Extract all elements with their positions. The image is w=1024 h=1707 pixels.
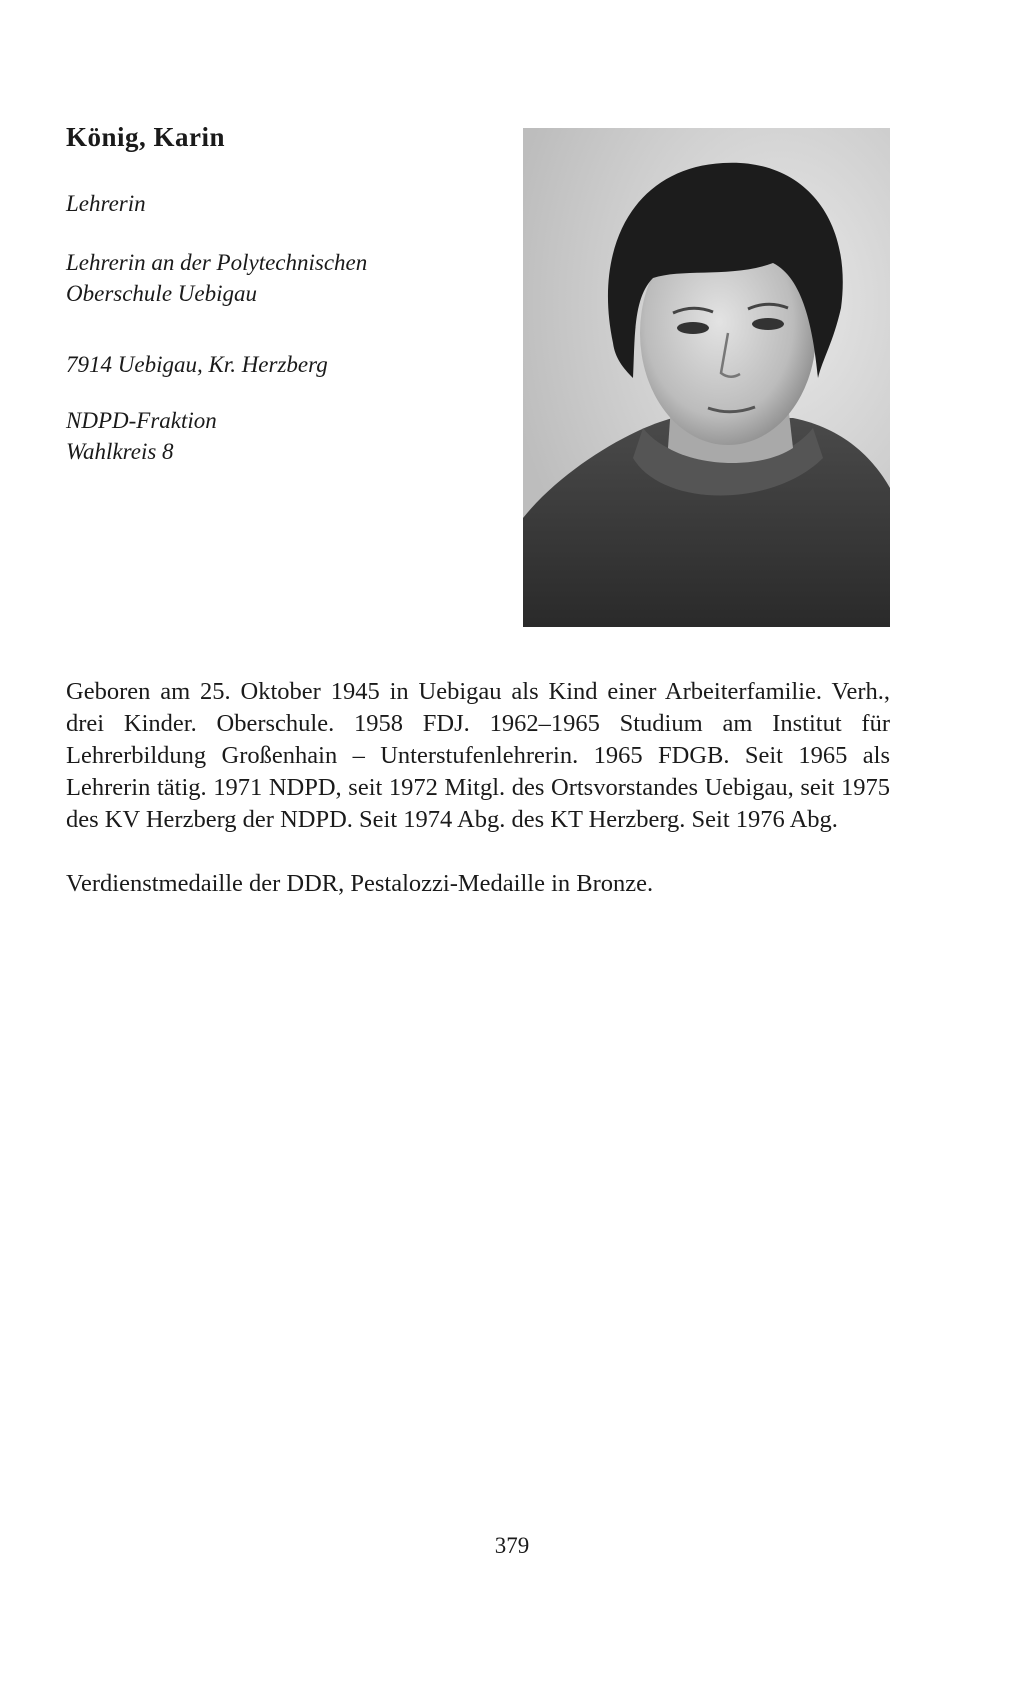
faction-block — [66, 405, 217, 467]
profession: Lehrerin — [66, 191, 146, 216]
workplace-line: Oberschule Uebigau — [66, 281, 257, 306]
awards: Verdienstmedaille der DDR, Pestalozzi-Medaille in Bronze. — [66, 870, 654, 897]
portrait-photo — [523, 128, 890, 627]
constituency: Wahlkreis 8 — [66, 439, 174, 464]
person-name: König, Karin — [66, 122, 226, 152]
right-eye — [752, 318, 784, 330]
left-eye — [677, 322, 709, 334]
biography: Geboren am 25. Oktober 1945 in Uebigau als Kind einer Arbeiterfamilie. Verh., drei Kinder. Oberschule. 1958 FDJ. 1962–1965 Studium am Institut für Lehrerbildung Großenhain – Unterstufenlehrerin. 1965 FDGB. Seit 1965 als Lehrerin tätig. 1971 NDPD, seit 1972 Mitgl. des Ortsvorstandes Uebigau, seit 1975 des KV Herzberg der NDPD. Seit 1974 Abg. des KT Herzberg. Seit 1976 Abg. — [66, 678, 890, 833]
address: 7914 Uebigau, Kr. Herzberg — [66, 352, 328, 377]
portrait-image — [523, 128, 890, 627]
workplace-line: Lehrerin an der Polytechnischen — [66, 250, 368, 275]
faction: NDPD-Fraktion — [66, 408, 217, 433]
workplace — [66, 247, 466, 309]
page-number: 379 — [494, 1533, 530, 1558]
